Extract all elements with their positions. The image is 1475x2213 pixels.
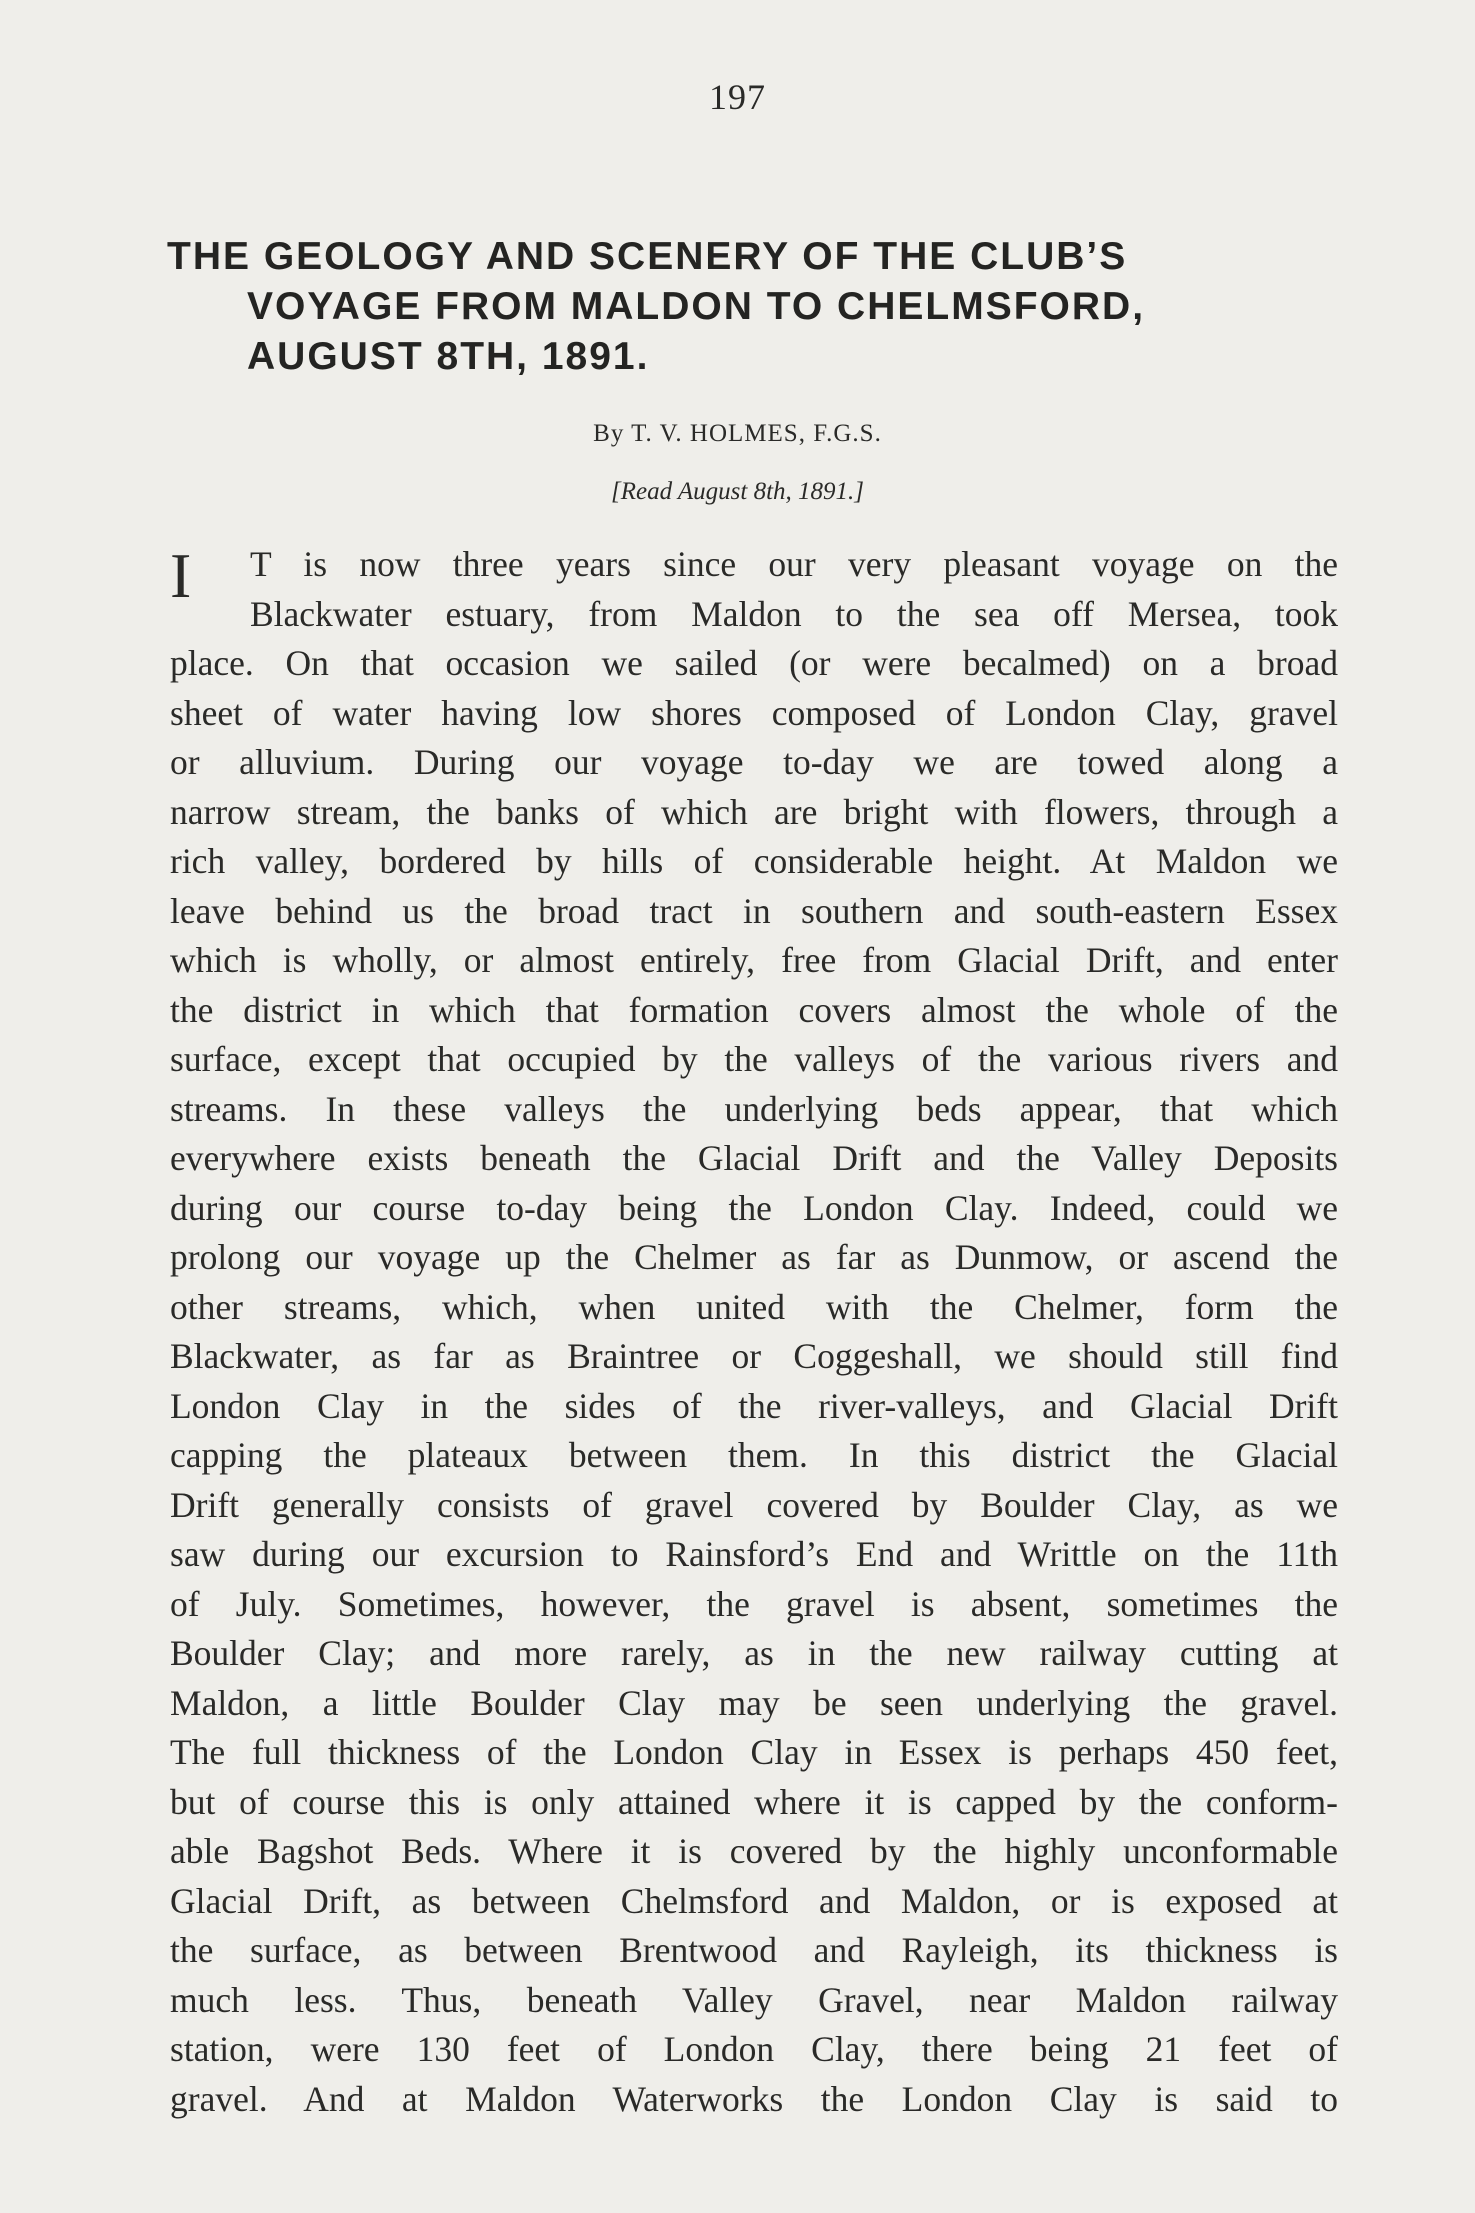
body-line: Blackwater estuary, from Maldon to the sea off Mersea, took <box>250 593 1338 634</box>
title-line-2: VOYAGE FROM MALDON TO CHELMSFORD, <box>247 285 1146 328</box>
body-line: rich valley, bordered by hills of considerable height. At Maldon we <box>170 841 1338 881</box>
read-date-note: [Read August 8th, 1891.] <box>610 478 864 505</box>
body-line: surface, except that occupied by the valleys of the various rivers and <box>170 1039 1338 1079</box>
body-line: during our course to-day being the London Clay. Indeed, could we <box>170 1187 1338 1228</box>
body-line: Glacial Drift, as between Chelmsford and Maldon, or is exposed at <box>170 1880 1338 1921</box>
body-line: Boulder Clay; and more rarely, as in the new railway cutting at <box>170 1633 1338 1673</box>
body-line: able Bagshot Beds. Where it is covered by the highly unconformable <box>170 1831 1338 1871</box>
article-title <box>167 232 1347 382</box>
body-line: Maldon, a little Boulder Clay may be seen underlying the gravel. <box>170 1682 1338 1723</box>
body-line: capping the plateaux between them. In this district the Glacial <box>170 1435 1338 1475</box>
body-line: saw during our excursion to Rainsford’s End and Writtle on the 11th <box>170 1534 1338 1574</box>
page-number: 197 <box>709 77 766 117</box>
body-line: prolong our voyage up the Chelmer as far as Dunmow, or ascend the <box>170 1237 1338 1277</box>
drop-cap: I <box>170 540 192 611</box>
title-line-3: AUGUST 8TH, 1891. <box>247 335 650 378</box>
body-line: The full thickness of the London Clay in Essex is perhaps 450 feet, <box>170 1732 1338 1772</box>
author-byline: By T. V. HOLMES, F.G.S. <box>593 420 882 447</box>
body-line: gravel. And at Maldon Waterworks the London Clay is said to <box>170 2078 1338 2119</box>
body-line: the surface, as between Brentwood and Rayleigh, its thickness is <box>170 1930 1338 1970</box>
body-line: which is wholly, or almost entirely, free from Glacial Drift, and enter <box>170 940 1338 980</box>
body-line: or alluvium. During our voyage to-day we are towed along a <box>170 742 1338 782</box>
title-line-1: THE GEOLOGY AND SCENERY OF THE CLUB’S <box>167 235 1128 278</box>
body-line: place. On that occasion we sailed (or were becalmed) on a broad <box>170 643 1338 683</box>
body-line: of July. Sometimes, however, the gravel is absent, sometimes the <box>170 1583 1338 1624</box>
body-line: leave behind us the broad tract in southern and south-eastern Essex <box>170 890 1338 931</box>
body-paragraph <box>170 540 1338 2124</box>
body-line: Drift generally consists of gravel covered by Boulder Clay, as we <box>170 1484 1338 1525</box>
body-line: T is now three years since our very pleasant voyage on the <box>250 544 1338 584</box>
body-line: but of course this is only attained where it is capped by the conform- <box>170 1781 1338 1822</box>
body-line: streams. In these valleys the underlying beds appear, that which <box>170 1088 1338 1129</box>
body-line: narrow stream, the banks of which are bright with flowers, through a <box>170 791 1338 832</box>
body-line: sheet of water having low shores composed of London Clay, gravel <box>170 692 1338 733</box>
body-line: the district in which that formation covers almost the whole of the <box>170 989 1338 1030</box>
body-line: London Clay in the sides of the river-valleys, and Glacial Drift <box>170 1385 1338 1426</box>
body-line: Blackwater, as far as Braintree or Coggeshall, we should still find <box>170 1336 1338 1376</box>
body-line: other streams, which, when united with the Chelmer, form the <box>170 1286 1338 1327</box>
body-line: much less. Thus, beneath Valley Gravel, near Maldon railway <box>170 1979 1338 2020</box>
body-line: station, were 130 feet of London Clay, there being 21 feet of <box>170 2029 1338 2069</box>
body-line: everywhere exists beneath the Glacial Drift and the Valley Deposits <box>170 1138 1338 1178</box>
